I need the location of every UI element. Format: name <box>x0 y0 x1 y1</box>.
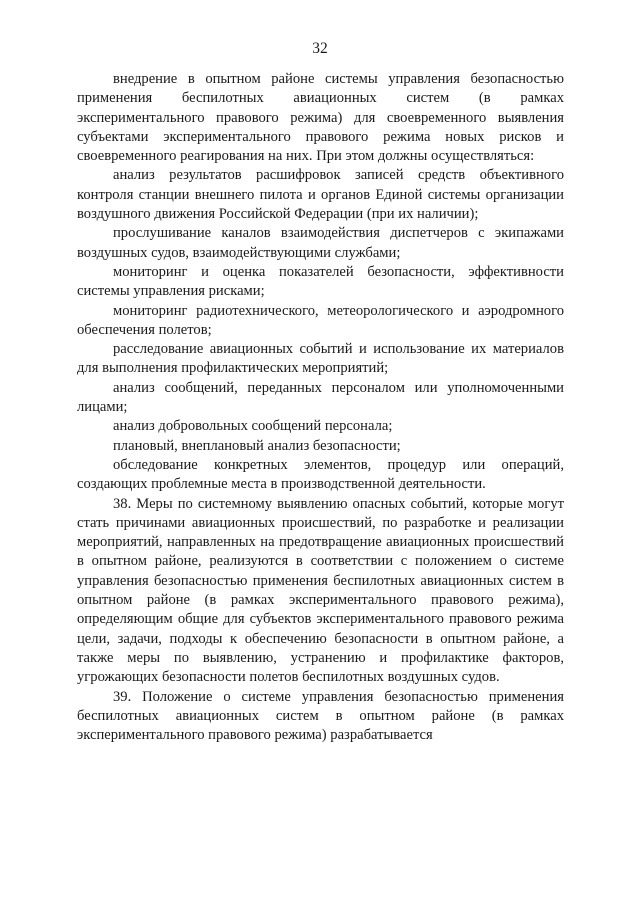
page-number: 32 <box>312 40 328 57</box>
paragraph-flight-support: мониторинг радиотехнического, метеорологического и аэродромного обеспечения полетов; <box>77 302 564 338</box>
paragraph-safety-analysis: плановый, внеплановый анализ безопасности; <box>113 437 401 454</box>
paragraph-safety-indicators: мониторинг и оценка показателей безопасности, эффективности системы управления рисками; <box>77 263 564 300</box>
paragraph-reports-analysis: анализ сообщений, переданных персоналом или уполномоченными лицами; <box>77 379 564 416</box>
document-body <box>77 70 564 745</box>
paragraph-voluntary-reports: анализ добровольных сообщений персонала; <box>113 418 393 435</box>
paragraph-analysis-records: анализ результатов расшифровок записей средств объективного контроля станции внешнего пилота и органов Единой системы организации воздушного движения Российской Федерации (при их наличии); <box>77 167 564 223</box>
paragraph-item-38: 38. Меры по системному выявлению опасных событий, которые могут стать причинами авиационных происшествий, по разработке и реализации мероприятий, направленных на предотвращение авиационных происшествий в опытном районе, реализуются в соответствии с положением о системе управления безопасностью применения беспилотных авиационных систем в опытном районе (в рамках экспериментального правового режима), определяющим общие для субъектов экспериментального правового режима цели, задачи, подходы к обеспечению безопасности в опытном районе, а также меры по выявлению, устранению и профилактике факторов, угрожающих безопасности полетов беспилотных воздушных судов. <box>77 495 564 686</box>
paragraph-channel-monitoring: прослушивание каналов взаимодействия диспетчеров с экипажами воздушных судов, взаимодействующими службами; <box>77 225 564 261</box>
paragraph-intro: внедрение в опытном районе системы управления безопасностью применения беспилотных авиационных систем (в рамках экспериментального правового режима) для своевременного выявления субъектами экспериментального правового режима новых рисков и своевременного реагирования на них. При этом должны осуществляться: <box>77 71 564 165</box>
paragraph-item-39: 39. Положение о системе управления безопасностью применения беспилотных авиационных систем в опытном районе (в рамках экспериментального правового режима) разрабатывается <box>77 688 564 744</box>
paragraph-inspection: обследование конкретных элементов, процедур или операций, создающих проблемные места в производственной деятельности. <box>77 456 564 493</box>
paragraph-event-investigation: расследование авиационных событий и использование их материалов для выполнения профилактических мероприятий; <box>77 341 564 377</box>
